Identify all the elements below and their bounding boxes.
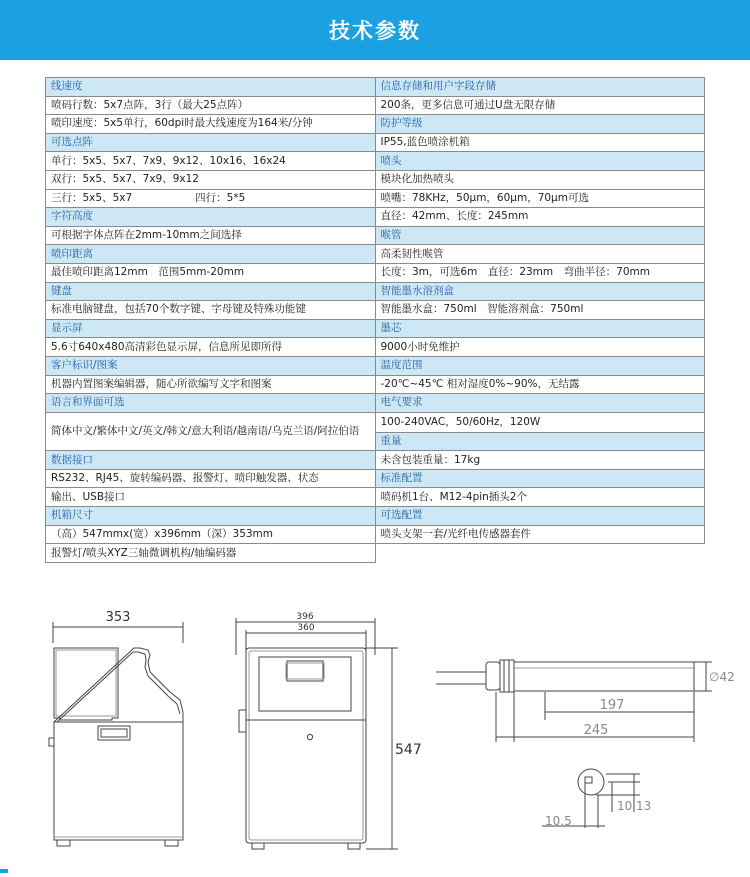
- head-length-inner-label: 197: [599, 698, 625, 713]
- spec-cell: 机器内置图案编辑器，随心所欲编写文字和图案: [46, 375, 376, 394]
- dimension-drawings-svg: [0, 595, 750, 873]
- spec-cell: 标准电脑键盘，包括70个数字键、字母键及特殊功能键: [46, 301, 376, 320]
- spec-cell: 高柔韧性喉管: [375, 245, 705, 264]
- spec-cell: 输出、USB接口: [46, 488, 376, 507]
- spec-section-header: 机箱尺寸: [46, 507, 376, 526]
- spec-row: [46, 208, 705, 227]
- spec-cell: 未含包装重量：17kg: [375, 451, 705, 470]
- spec-cell: 可根据字体点阵在2mm-10mm之间选择: [46, 226, 376, 245]
- spec-cell: 三行：5x5、5x7 四行：5*5: [46, 189, 376, 208]
- spec-cell: 100-240VAC，50/60Hz，120W: [375, 412, 705, 432]
- nozzle-dim-b-label: 13: [636, 799, 652, 813]
- title-banner: [0, 0, 750, 60]
- spec-section-header: 客户标识/图案: [46, 356, 376, 375]
- spec-cell: IP55,蓝色喷涂机箱: [375, 133, 705, 152]
- nozzle-dim-a-label: 10: [617, 799, 633, 813]
- front-inner-width-label: 360: [297, 623, 315, 633]
- spec-section-header: 防护等级: [375, 115, 705, 134]
- spec-cell: 9000小时免维护: [375, 338, 705, 357]
- front-outer-width-label: 396: [296, 612, 314, 622]
- spec-section-header: 语言和界面可选: [46, 394, 376, 413]
- spec-row: [46, 488, 705, 507]
- spec-section-header: 墨芯: [375, 319, 705, 338]
- spec-row: [46, 338, 705, 357]
- spec-row: [46, 226, 705, 245]
- spec-row: [46, 78, 705, 97]
- page-title: 技术参数: [329, 19, 421, 43]
- spec-cell: 最佳喷印距离12mm 范围5mm-20mm: [46, 263, 376, 282]
- side-view-drawing: [49, 622, 183, 846]
- spec-section-header: 信息存储和用户字段存储: [375, 78, 705, 97]
- spec-row: [46, 245, 705, 264]
- spec-row: [46, 319, 705, 338]
- spec-row: [46, 133, 705, 152]
- spec-row: [46, 152, 705, 171]
- spec-row: [46, 394, 705, 413]
- spec-cell: （高）547mmx(宽）x396mm（深）353mm: [46, 525, 376, 544]
- dimension-drawings: [0, 595, 750, 873]
- spec-cell: 智能墨水盒：750ml 智能溶剂盒：750ml: [375, 301, 705, 320]
- print-head-drawing: [436, 660, 712, 742]
- spec-cell: 长度：3m，可选6m 直径：23mm 弯曲半径：70mm: [375, 263, 705, 282]
- spec-section-header: 温度范围: [375, 356, 705, 375]
- spec-section-header: 可选配置: [375, 507, 705, 526]
- spec-cell: RS232、RJ45、旋转编码器、报警灯、喷印触发器、状态: [46, 469, 376, 488]
- spec-section-header: 字符高度: [46, 208, 376, 227]
- spec-section-header: 喷印距离: [46, 245, 376, 264]
- spec-row: [46, 525, 705, 544]
- spec-section-header: 重量: [375, 432, 705, 451]
- spec-row: [46, 115, 705, 134]
- spec-cell: 直径：42mm、长度：245mm: [375, 208, 705, 227]
- head-diameter-label: ∅42: [709, 670, 735, 684]
- spec-section-header: 显示屏: [46, 319, 376, 338]
- spec-section-header: 喷头: [375, 152, 705, 171]
- spec-section-header: 喉管: [375, 226, 705, 245]
- spec-section-header: 智能墨水溶剂盒: [375, 282, 705, 301]
- spec-cell: 喷码行数：5x7点阵，3行（最大25点阵）: [46, 96, 376, 115]
- spec-cell: 简体中文/繁体中文/英文/韩文/意大利语/越南语/乌克兰语/阿拉伯语: [46, 412, 376, 451]
- side-width-label: 353: [105, 610, 131, 625]
- spec-row: [46, 507, 705, 526]
- spec-section-header: 键盘: [46, 282, 376, 301]
- spec-cell: 喷码机1台、M12-4pin插头2个: [375, 488, 705, 507]
- spec-row: [46, 189, 705, 208]
- spec-cell: 单行：5x5、5x7、7x9、9x12、10x16、16x24: [46, 152, 376, 171]
- spec-row: [46, 356, 705, 375]
- front-view-drawing: [236, 618, 398, 849]
- spec-section-header: 电气要求: [375, 394, 705, 413]
- spec-cell: 喷印速度：5x5单行，60dpi时最大线速度为164米/分钟: [46, 115, 376, 134]
- spec-cell: 双行：5x5、5x7、7x9、9x12: [46, 170, 376, 189]
- corner-accent: [0, 869, 8, 873]
- spec-row: [46, 469, 705, 488]
- spec-cell: 5.6寸640x480高清彩色显示屏，信息所见即所得: [46, 338, 376, 357]
- spec-table: [45, 77, 705, 563]
- spec-cell: 喷头支架一套/光纤电传感器套件: [375, 525, 705, 544]
- spec-cell: -20℃~45℃ 相对湿度0%~90%，无结露: [375, 375, 705, 394]
- spec-row: [46, 282, 705, 301]
- spec-section-header: 可选点阵: [46, 133, 376, 152]
- spec-row: [46, 301, 705, 320]
- spec-cell: 模块化加热喷头: [375, 170, 705, 189]
- spec-cell: 喷嘴：78KHz，50μm，60μm，70μm可选: [375, 189, 705, 208]
- spec-row: [46, 263, 705, 282]
- spec-row: [46, 170, 705, 189]
- spec-cell: 200条，更多信息可通过U盘无限存储: [375, 96, 705, 115]
- spec-row: [46, 375, 705, 394]
- spec-row: [46, 451, 705, 470]
- spec-row: [46, 96, 705, 115]
- head-length-total-label: 245: [583, 723, 609, 738]
- spec-cell: 报警灯/喷头XYZ三轴微调机构/轴编码器: [46, 544, 376, 563]
- spec-section-header: 标准配置: [375, 469, 705, 488]
- nozzle-offset-label: 10.5: [545, 814, 572, 828]
- spec-row: [46, 544, 705, 563]
- spec-section-header: 数据接口: [46, 451, 376, 470]
- spec-section-header: 线速度: [46, 78, 376, 97]
- height-label: 547: [395, 742, 422, 758]
